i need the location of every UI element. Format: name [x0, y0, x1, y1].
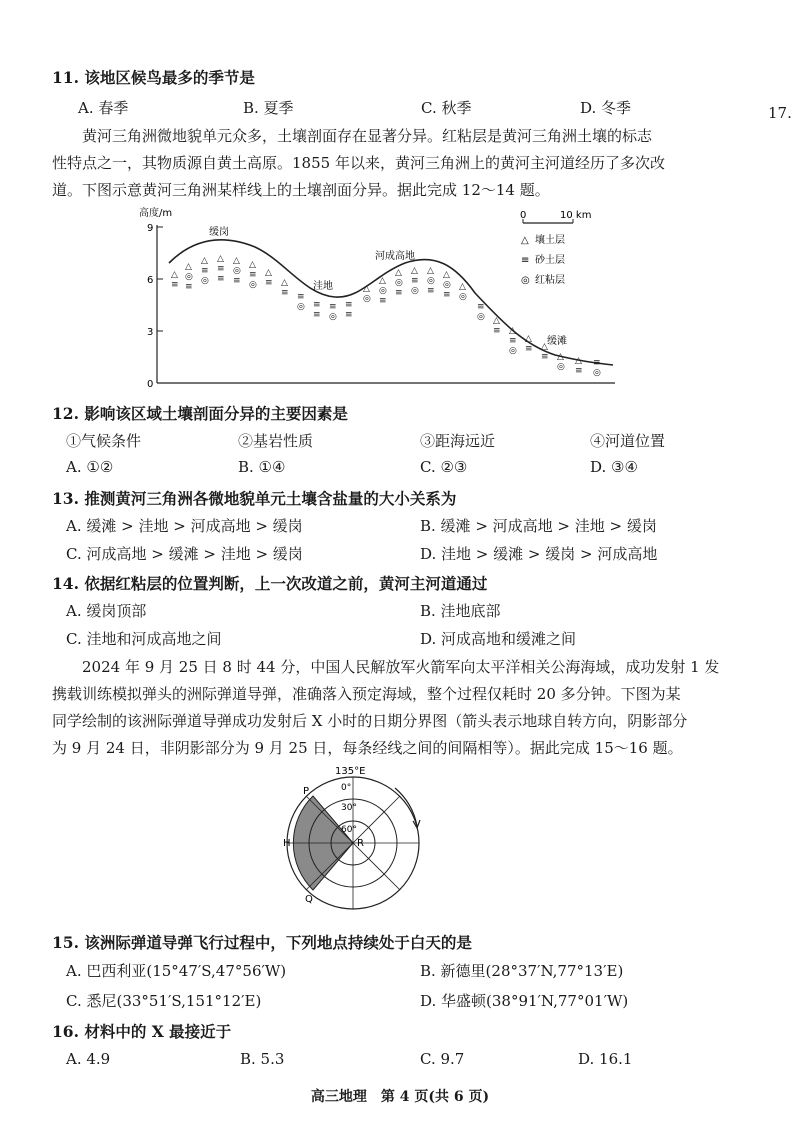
- svg-text:△: △: [185, 262, 192, 272]
- svg-text:◎: ◎: [593, 368, 601, 378]
- legend-icon-sand: ≡: [521, 255, 530, 266]
- svg-text:≡: ≡: [171, 280, 179, 290]
- y-tick-label-3: 3: [147, 327, 154, 338]
- legend-loam: 壤土层: [535, 235, 565, 246]
- q12-item-2: ②基岩性质: [238, 432, 314, 450]
- y-tick-label-9: 9: [147, 223, 154, 234]
- svg-text:≡: ≡: [477, 302, 485, 312]
- q14-option-b[interactable]: B. 洼地底部: [420, 602, 501, 620]
- q14-option-d[interactable]: D. 河成高地和缓滩之间: [420, 630, 577, 648]
- svg-text:≡: ≡: [345, 310, 353, 320]
- intro-missile-line-1: 2024 年 9 月 25 日 8 时 44 分，中国人民解放军火箭军向太平洋相关公海海域，成功发射 1 发: [82, 658, 720, 676]
- q12-stem: 12. 影响该区域土壤剖面分异的主要因素是: [52, 404, 348, 423]
- svg-text:◎: ◎: [395, 278, 403, 288]
- svg-text:≡: ≡: [265, 278, 273, 288]
- soil-profile-chart: [135, 205, 635, 395]
- intro-delta-line-3: 道。下图示意黄河三角洲某样线上的土壤剖面分异。据此完成 12～14 题。: [52, 181, 550, 199]
- svg-text:◎: ◎: [233, 266, 241, 276]
- svg-text:≡: ≡: [201, 266, 209, 276]
- svg-text:≡: ≡: [427, 286, 435, 296]
- y-tick-label-0: 0: [147, 379, 154, 390]
- legend-icon-loam: △: [521, 235, 529, 246]
- svg-text:≡: ≡: [185, 282, 193, 292]
- svg-text:△: △: [217, 254, 224, 264]
- q13-option-b[interactable]: B. 缓滩 > 河成高地 > 洼地 > 缓岗: [420, 517, 657, 535]
- label-hecheng: 河成高地: [375, 251, 415, 262]
- svg-text:◎: ◎: [411, 286, 419, 296]
- q12-item-1: ①气候条件: [66, 432, 142, 450]
- q11-option-a[interactable]: A. 春季: [78, 99, 129, 117]
- svg-text:△: △: [201, 256, 208, 266]
- svg-text:△: △: [233, 256, 240, 266]
- q12-item-3: ③距海远近: [420, 432, 496, 450]
- scale-ten: 10 km: [560, 210, 592, 221]
- svg-text:≡: ≡: [313, 300, 321, 310]
- q14-option-c[interactable]: C. 洼地和河成高地之间: [66, 630, 222, 648]
- label-lat-0: 0°: [341, 783, 352, 793]
- label-lat-60: 60°: [341, 825, 357, 835]
- q13-stem: 13. 推测黄河三角洲各微地貌单元土壤含盐量的大小关系为: [52, 489, 457, 508]
- svg-text:△: △: [541, 342, 548, 352]
- q16-stem: 16. 材料中的 X 最接近于: [52, 1022, 232, 1041]
- q15-stem: 15. 该洲际弹道导弹飞行过程中，下列地点持续处于白天的是: [52, 933, 472, 952]
- svg-text:◎: ◎: [297, 302, 305, 312]
- q16-option-a[interactable]: A. 4.9: [66, 1050, 111, 1068]
- scale-zero: 0: [520, 210, 527, 221]
- svg-text:≡: ≡: [281, 288, 289, 298]
- svg-text:◎: ◎: [509, 346, 517, 356]
- svg-text:◎: ◎: [427, 276, 435, 286]
- svg-text:△: △: [427, 266, 434, 276]
- svg-text:≡: ≡: [525, 344, 533, 354]
- q15-option-a[interactable]: A. 巴西利亚(15°47′S,47°56′W): [66, 962, 287, 980]
- column-group-wadi: [265, 268, 353, 322]
- q12-option-c[interactable]: C. ②③: [420, 458, 468, 476]
- svg-text:◎: ◎: [459, 292, 467, 302]
- svg-text:◎: ◎: [249, 280, 257, 290]
- q16-option-d[interactable]: D. 16.1: [578, 1050, 633, 1068]
- svg-text:≡: ≡: [493, 326, 501, 336]
- svg-text:△: △: [265, 268, 272, 278]
- side-page-number: 17.: [768, 104, 792, 122]
- svg-text:△: △: [443, 270, 450, 280]
- svg-text:≡: ≡: [575, 366, 583, 376]
- q12-option-d[interactable]: D. ③④: [590, 458, 638, 476]
- svg-text:≡: ≡: [411, 276, 419, 286]
- q13-option-c[interactable]: C. 河成高地 > 缓滩 > 洼地 > 缓岗: [66, 545, 303, 563]
- intro-missile-line-4: 为 9 月 24 日，非阴影部分为 9 月 25 日，每条经线之间的间隔相等）。据此完成 15～16 题。: [52, 739, 683, 757]
- svg-text:≡: ≡: [249, 270, 257, 280]
- svg-text:△: △: [411, 266, 418, 276]
- svg-text:≡: ≡: [593, 358, 601, 368]
- svg-text:≡: ≡: [217, 274, 225, 284]
- legend-icon-clay: ◎: [521, 275, 530, 286]
- intro-missile-paragraph: [52, 654, 752, 762]
- svg-text:≡: ≡: [345, 300, 353, 310]
- q13-option-d[interactable]: D. 洼地 > 缓滩 > 缓岗 > 河成高地: [420, 545, 658, 563]
- y-tick-label-6: 6: [147, 275, 154, 286]
- label-lat-30: 30°: [341, 803, 357, 813]
- point-r: R: [357, 838, 364, 849]
- column-group-gangang: [171, 254, 257, 292]
- svg-text:◎: ◎: [363, 294, 371, 304]
- svg-text:△: △: [557, 352, 564, 362]
- label-wadi: 洼地: [313, 281, 333, 292]
- point-q: Q: [305, 894, 313, 905]
- svg-text:△: △: [171, 270, 178, 280]
- svg-text:◎: ◎: [185, 272, 193, 282]
- intro-missile-line-2: 携载训练模拟弹头的洲际弹道导弹，准确落入预定海域，整个过程仅耗时 20 多分钟。下图为某: [52, 685, 681, 703]
- svg-text:△: △: [525, 334, 532, 344]
- svg-text:≡: ≡: [379, 296, 387, 306]
- intro-delta-line-1: 黄河三角洲微地貌单元众多，土壤剖面存在显著分异。红粘层是黄河三角洲土壤的标志: [82, 127, 653, 145]
- q13-option-a[interactable]: A. 缓滩 > 洼地 > 河成高地 > 缓岗: [66, 517, 303, 535]
- svg-text:△: △: [363, 284, 370, 294]
- q15-option-b[interactable]: B. 新德里(28°37′N,77°13′E): [420, 962, 624, 980]
- point-h: H: [283, 838, 291, 849]
- page-footer: 高三地理 第 4 页(共 6 页): [310, 1089, 490, 1105]
- label-huantan: 缓滩: [547, 336, 567, 347]
- intro-delta-line-2: 性特点之一，其物质源自黄土高原。1855 年以来，黄河三角洲上的黄河主河道经历了多次改: [52, 154, 665, 172]
- svg-text:△: △: [493, 316, 500, 326]
- svg-text:◎: ◎: [443, 280, 451, 290]
- svg-text:△: △: [395, 268, 402, 278]
- q12-option-b[interactable]: B. ①④: [238, 458, 286, 476]
- q14-option-a[interactable]: A. 缓岗顶部: [66, 602, 147, 620]
- svg-text:≡: ≡: [233, 276, 241, 286]
- intro-missile-line-3: 同学绘制的该洲际弹道导弹成功发射后 X 小时的日期分界图（箭头表示地球自转方向，阴影部分: [52, 712, 688, 730]
- q16-option-b[interactable]: B. 5.3: [240, 1050, 285, 1068]
- legend-clay: 红粘层: [535, 275, 565, 286]
- svg-text:≡: ≡: [395, 288, 403, 298]
- point-p: P: [303, 786, 310, 797]
- q15-option-d[interactable]: D. 华盛顿(38°91′N,77°01′W): [420, 992, 629, 1010]
- svg-text:△: △: [249, 260, 256, 270]
- q14-stem: 14. 依据红粘层的位置判断，上一次改道之前，黄河主河道通过: [52, 574, 488, 593]
- svg-text:≡: ≡: [217, 264, 225, 274]
- label-gangang: 缓岗: [209, 227, 229, 238]
- polar-date-diagram: [283, 766, 453, 916]
- svg-text:≡: ≡: [313, 310, 321, 320]
- q12-item-4: ④河道位置: [590, 432, 666, 450]
- svg-text:△: △: [379, 276, 386, 286]
- y-axis-label: 高度/m: [139, 208, 173, 219]
- q11-stem: 11. 该地区候鸟最多的季节是: [52, 68, 255, 87]
- rotation-arc: [395, 788, 417, 826]
- svg-text:◎: ◎: [379, 286, 387, 296]
- svg-text:≡: ≡: [541, 352, 549, 362]
- svg-text:△: △: [281, 278, 288, 288]
- svg-text:≡: ≡: [329, 302, 337, 312]
- svg-text:◎: ◎: [329, 312, 337, 322]
- svg-text:◎: ◎: [477, 312, 485, 322]
- label-135e: 135°E: [335, 766, 366, 777]
- svg-text:≡: ≡: [509, 336, 517, 346]
- svg-text:△: △: [459, 282, 466, 292]
- q16-option-c[interactable]: C. 9.7: [420, 1050, 465, 1068]
- q11-option-c[interactable]: C. 秋季: [421, 99, 472, 117]
- q11-option-d[interactable]: D. 冬季: [580, 99, 632, 117]
- svg-text:◎: ◎: [557, 362, 565, 372]
- svg-text:◎: ◎: [201, 276, 209, 286]
- svg-text:≡: ≡: [443, 290, 451, 300]
- svg-text:≡: ≡: [297, 292, 305, 302]
- svg-text:△: △: [509, 326, 516, 336]
- q15-option-c[interactable]: C. 悉尼(33°51′S,151°12′E): [66, 992, 262, 1010]
- column-group-hecheng: [363, 266, 467, 306]
- q11-option-b[interactable]: B. 夏季: [243, 99, 294, 117]
- intro-delta-paragraph: [52, 123, 742, 204]
- q12-option-a[interactable]: A. ①②: [66, 458, 114, 476]
- svg-text:△: △: [575, 356, 582, 366]
- legend-sand: 砂土层: [535, 255, 565, 266]
